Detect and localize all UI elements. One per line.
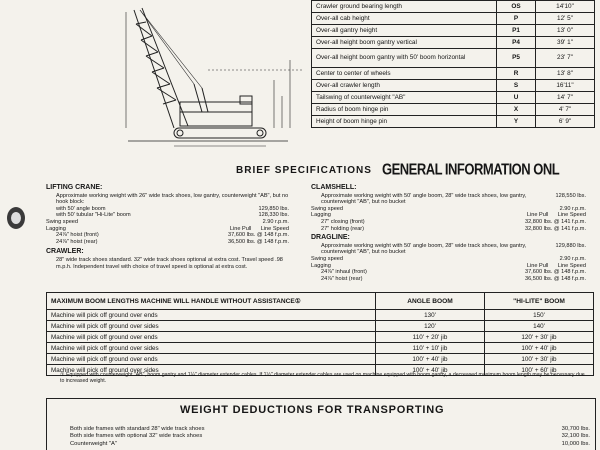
clamshell-line-speed-header: Line Speed [557, 212, 586, 219]
dimension-value: 4' 7" [536, 104, 595, 116]
boom-row-label: Machine will pick off ground over ends [47, 310, 376, 321]
hoist-front-speed: @ 148 f.p.m. [256, 232, 289, 239]
dimension-value: 14'10" [536, 1, 595, 13]
dimension-row [312, 80, 595, 92]
weight-deduction-row [70, 433, 590, 440]
clamshell-lagging-label: Lagging [311, 212, 331, 219]
dragline-intro: Approximate working weight with 50' angle boom, 28" wide track shoes, low gantry, counterweight "AB", but no bucket [321, 242, 527, 256]
dragline-inhaul-label: 24⅞" inhaul (front) [321, 269, 367, 276]
weight-deductions-list [70, 426, 590, 448]
dragline-inhaul-pull: 37,600 lbs. [524, 269, 553, 276]
dragline-heading: DRAGLINE: [311, 234, 350, 242]
dimension-value: 14' 7" [536, 92, 595, 104]
dimension-row [312, 25, 595, 37]
dimension-label: Over-all height boom gantry vertical [312, 37, 497, 49]
clamshell-closing-label: 27" closing (front) [321, 218, 365, 225]
dimension-letter: R [497, 68, 536, 80]
hoist-front-pull: 37,600 lbs. [227, 232, 256, 239]
hilite-boom-value: 150' [485, 310, 594, 321]
clamshell-holding-speed: @ 141 f.p.m. [553, 225, 586, 232]
hoist-rear-pull: 36,500 lbs. [227, 238, 256, 245]
line-speed-header: Line Speed [260, 225, 289, 232]
hoist-rear-speed: @ 148 f.p.m. [256, 238, 289, 245]
weight-deduction-value: 10,000 lbs. [561, 440, 590, 447]
boom-lengths-table [46, 292, 594, 376]
lifting-crane-section [46, 185, 289, 270]
weight-deduction-value: 30,700 lbs. [561, 426, 590, 432]
weight-deduction-row [70, 441, 590, 448]
weight-deduction-label: Counterweight "A" [70, 440, 117, 447]
boom-row [47, 310, 594, 321]
boom-table-footnote: ① Equipped with counterweight "AB", boom gantry and 1¼" diameter extender cables. If 1½" diameter extender cables are used on machine equipped with boom gantry, a decreased maximum boom length may be necessary due to increased weight. [60, 372, 585, 384]
dimension-value: 6' 9" [536, 116, 595, 128]
dimension-value: 39' 1" [536, 37, 595, 49]
dimension-label: Over-all crawler length [312, 80, 497, 92]
crawler-heading: CRAWLER: [46, 248, 84, 256]
dragline-swing-value: 2.90 r.p.m. [559, 255, 586, 262]
dragline-swing-label: Swing speed [311, 255, 344, 262]
dimension-label: Over-all cab height [312, 13, 497, 25]
dragline-lagging-label: Lagging [311, 262, 331, 269]
dimension-row [312, 116, 595, 128]
boom-row-label: Machine will pick off ground over sides [47, 365, 376, 376]
dimension-label: Crawler ground bearing length [312, 1, 497, 13]
boom-row-label: Machine will pick off ground over sides [47, 321, 376, 332]
dragline-hoist-label: 24⅞" hoist (rear) [321, 275, 363, 282]
line-pull-header: Line Pull [229, 225, 252, 232]
hoist-front-label: 24⅞" hoist (front) [56, 232, 99, 239]
boom-row-label: Machine will pick off ground over ends [47, 332, 376, 343]
hilite-boom-header: "HI-LITE" BOOM [485, 293, 594, 310]
dimension-label: Over-all height boom gantry with 50' boom horizontal [312, 49, 497, 68]
dimension-row [312, 68, 595, 80]
dimension-label: Tailswing of counterweight "AB" [312, 92, 497, 104]
dimension-letter: X [497, 104, 536, 116]
dimension-row [312, 1, 595, 13]
boom-row [47, 343, 594, 354]
dimension-letter: P [497, 13, 536, 25]
angle-boom-value: 110' + 20' jib [376, 332, 485, 343]
clamshell-holding-pull: 32,800 lbs. [524, 225, 553, 232]
crawler-text: 28" wide track shoes standard. 32" wide track shoes optional at extra cost. Travel speed .98 m.p.h. Independent travel with choice of travel speed is optional at extra cost. [56, 256, 283, 270]
lagging-label: Lagging [46, 225, 66, 232]
dimension-letter: S [497, 80, 536, 92]
dragline-line-pull-header: Line Pull [526, 262, 549, 269]
dimension-value: 16'11" [536, 80, 595, 92]
clamshell-intro: Approximate working weight with 50' angle boom, 28" wide track shoes, low gantry, counterweight "AB", but no bucket [321, 192, 527, 206]
clamshell-heading: CLAMSHELL: [311, 184, 357, 191]
boom-row-label: Machine will pick off ground over ends [47, 354, 376, 365]
dimension-letter: P1 [497, 25, 536, 37]
angle-boom-value: 130' [376, 310, 485, 321]
clamshell-line-pull-header: Line Pull [526, 212, 549, 219]
hilite-boom-value: 120' + 30' jib [485, 332, 594, 343]
hilite-boom-value: 100' + 60' jib [485, 365, 594, 376]
lifting-crane-intro: Approximate working weight with 26" wide track shoes, low gantry, counterweight "AB", but no hook block: [56, 192, 289, 206]
general-information-stamp: GENERAL INFORMATION ONL [382, 160, 560, 178]
dimension-letter: P5 [497, 49, 536, 68]
dimension-label: Radius of boom hinge pin [312, 104, 497, 116]
dimension-label: Center to center of wheels [312, 68, 497, 80]
dimension-label: Over-all gantry height [312, 25, 497, 37]
dimension-value: 13' 8" [536, 68, 595, 80]
dimension-value: 12' 5" [536, 13, 595, 25]
with-angle-boom-label: with 50' angle boom [56, 205, 106, 212]
with-angle-boom-value: 129,850 lbs. [258, 205, 289, 212]
angle-boom-value: 120' [376, 321, 485, 332]
lifting-crane-heading: LIFTING CRANE: [46, 184, 103, 191]
dimension-letter: Y [497, 116, 536, 128]
clamshell-closing-pull: 32,800 lbs. [524, 218, 553, 225]
dragline-hoist-pull: 36,500 lbs. [524, 275, 553, 282]
dragline-inhaul-speed: @ 148 f.p.m. [553, 269, 586, 276]
boom-row-label: Machine will pick off ground over sides [47, 343, 376, 354]
weight-deduction-label: Both side frames with optional 32" wide track shoes [70, 433, 203, 440]
dimension-value: 23' 7" [536, 49, 595, 68]
hoist-rear-label: 24⅞" hoist (rear) [56, 238, 98, 245]
clamshell-swing-value: 2.90 r.p.m. [559, 205, 586, 212]
clamshell-closing-speed: @ 141 f.p.m. [553, 218, 586, 225]
dragline-hoist-speed: @ 148 f.p.m. [553, 275, 586, 282]
swing-speed-value: 2.90 r.p.m. [262, 218, 289, 225]
clamshell-holding-label: 27" holding (rear) [321, 225, 365, 232]
clamshell-dragline-section [311, 185, 586, 282]
clamshell-swing-label: Swing speed [311, 205, 344, 212]
weight-deduction-value: 32,100 lbs. [561, 433, 590, 440]
binder-hole [7, 207, 25, 229]
dimension-row [312, 92, 595, 104]
angle-boom-value: 100' + 40' jib [376, 365, 485, 376]
with-hilite-boom-value: 128,330 lbs. [258, 212, 289, 219]
dimension-label: Height of boom hinge pin [312, 116, 497, 128]
swing-speed-label: Swing speed [46, 218, 79, 225]
dimension-row [312, 49, 595, 68]
dragline-line-speed-header: Line Speed [557, 262, 586, 269]
hilite-boom-value: 140' [485, 321, 594, 332]
weight-deduction-label: Both side frames with standard 28" wide track shoes [70, 426, 205, 432]
clamshell-intro-value: 128,550 lbs. [555, 192, 586, 199]
boom-row [47, 332, 594, 343]
angle-boom-value: 100' + 40' jib [376, 354, 485, 365]
weight-deductions-title: WEIGHT DEDUCTIONS FOR TRANSPORTING [180, 404, 445, 416]
brief-specifications-title: BRIEF SPECIFICATIONS [236, 165, 372, 176]
dimension-letter: OS [497, 1, 536, 13]
boom-row [47, 321, 594, 332]
boom-row [47, 354, 594, 365]
dragline-intro-value: 129,880 lbs. [555, 242, 586, 249]
dimensions-table [311, 0, 595, 128]
dimension-row [312, 13, 595, 25]
dimension-value: 13' 0" [536, 25, 595, 37]
crane-drawing [108, 0, 304, 150]
hilite-boom-value: 100' + 30' jib [485, 354, 594, 365]
boom-table-header: MAXIMUM BOOM LENGTHS MACHINE WILL HANDLE WITHOUT ASSISTANCE① [47, 293, 376, 310]
dimension-row [312, 37, 595, 49]
dimension-letter: P4 [497, 37, 536, 49]
angle-boom-value: 110' + 10' jib [376, 343, 485, 354]
weight-deduction-row [70, 426, 590, 433]
hilite-boom-value: 100' + 40' jib [485, 343, 594, 354]
dimension-letter: U [497, 92, 536, 104]
angle-boom-header: ANGLE BOOM [376, 293, 485, 310]
dimension-row [312, 104, 595, 116]
with-hilite-boom-label: with 50' tubular "Hi-Lite" boom [56, 212, 131, 219]
